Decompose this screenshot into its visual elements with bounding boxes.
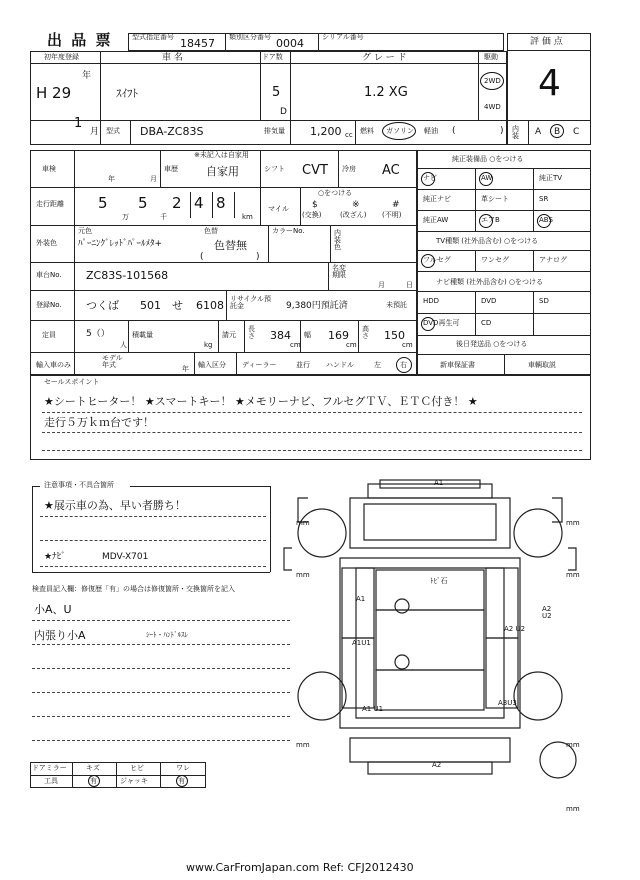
hgt-label: 高さ (362, 325, 369, 340)
notes-line-4b: ｼｰﾄ・ﾊﾝﾄﾞﾙｽﾚ (146, 631, 188, 639)
load-label: 積載量 (132, 331, 153, 339)
disp-value: 1,200 (310, 125, 342, 138)
int-color-label: 内装色 (334, 229, 341, 251)
mile-label: マイル (268, 205, 289, 213)
doors-label: ドア数 (262, 53, 283, 61)
model-value: ｽｲﾌﾄ (116, 87, 138, 100)
cap-value: 5（） (86, 329, 110, 339)
name-change-day: 日 (406, 281, 413, 289)
handle-right: 右 (400, 361, 407, 369)
marker-label: ○をつける (318, 189, 353, 197)
color-change-value: 色替無 (214, 239, 247, 252)
recycle-value: 9,380円預託済 (286, 301, 348, 311)
door-type: D (280, 107, 287, 117)
diag-roof: ﾄﾋﾞ石 (430, 577, 448, 585)
color-label: 外装色 (36, 239, 57, 247)
mileage-digit: 2 (172, 194, 182, 212)
docs-title: 後日発送品 ○をつける (456, 340, 528, 348)
sheet-title: 出 品 票 (47, 31, 113, 49)
first-reg-month: 1 (74, 116, 83, 131)
equip-title: 純正装備品 ○をつける (452, 155, 524, 163)
grade-label: 評 価 点 (530, 37, 563, 47)
diag-a1-top: A1 (434, 479, 444, 487)
name-change-month: 月 (378, 281, 385, 289)
legend-hibi: ヒビ (130, 764, 144, 772)
drive-2wd-circle (480, 72, 504, 90)
reg-kana: せ (172, 299, 183, 312)
recycle-label: リサイクル預託金 (230, 295, 272, 310)
notes-line-2b: MDV-X701 (102, 552, 149, 562)
diag-right-a2u2-b: A2 U2 (504, 625, 526, 633)
cap-unit: 人 (120, 341, 127, 349)
katashiki-label: 型式指定番号 (132, 33, 174, 41)
usage-note: ※未記入は自家用 (194, 151, 249, 159)
equip-item: 純正TV (539, 174, 563, 182)
len-cm: cm (290, 341, 301, 349)
interior-b-circle (550, 124, 564, 138)
orig-color: ﾊﾟｰﾆﾝｸﾞﾚｯﾄﾞﾊﾟｰﾙﾒﾀ+ (78, 239, 163, 249)
equip-item: フルセグ (423, 256, 451, 264)
color-change-label: 色替 (204, 227, 218, 235)
hgt-cm: cm (402, 341, 413, 349)
tv-title: TV種類 (社外品含む) ○をつける (436, 237, 539, 245)
ac-label: 冷房 (342, 165, 356, 173)
recycle-unpaid: 未預託 (386, 301, 407, 309)
shaken-month: 月 (150, 175, 157, 183)
len-label: 長さ (248, 325, 255, 340)
grade-col-label: グ レ ー ド (362, 53, 407, 63)
ac-value: AC (382, 163, 400, 178)
shift-label: シフト (264, 165, 285, 173)
legend-jack: ジャッキ (120, 777, 148, 785)
notes-line-3: 小A、U (34, 603, 72, 616)
doors-value: 5 (272, 85, 281, 100)
color-no-label: カラーNo. (272, 227, 305, 235)
katashiki-value: 18457 (180, 37, 215, 50)
hgt-value: 150 (384, 329, 405, 342)
ruibetsu-label: 類別区分番号 (229, 33, 271, 41)
sales-line-1: ★シートヒーター！ ★スマートキー！ ★メモリーナビ、フルセグＴＶ、ＥＴＣ付き！ ★ (44, 395, 478, 408)
legend-jack-yes: 有 (178, 777, 185, 785)
keiyu-label: 軽油 (424, 127, 438, 135)
mileage-sen: 千 (160, 213, 167, 221)
equip-item: ワンセグ (481, 256, 509, 264)
disp-label: 排気量 (264, 127, 285, 135)
diag-left-a1u1: A1U1 (352, 639, 371, 647)
import-label: 輸入車のみ (36, 361, 71, 369)
interior-a: A (535, 127, 542, 137)
equip-item: エアB (481, 216, 500, 224)
reg-num: 6108 (196, 299, 224, 312)
footer-ref: www.CarFromJapan.com Ref: CFJ2012430 (186, 861, 414, 874)
diag-left-a1: A1 (356, 595, 366, 603)
docs-manual: 車輌取説 (528, 361, 556, 369)
docs-warranty: 新車保証書 (440, 361, 475, 369)
tamper-sub: (改ざん) (340, 211, 367, 219)
handle-right-circle (396, 357, 412, 373)
import-parallel: 並行 (296, 361, 310, 369)
len-value: 384 (270, 329, 291, 342)
equip-item: SR (539, 195, 549, 203)
diag-mm-5: mm (296, 741, 310, 749)
first-reg-label: 初年度登録 (44, 53, 79, 61)
notes-line-2a: ★ﾅﾋﾞ (44, 552, 66, 562)
disp-unit: cc (345, 131, 353, 139)
orig-label: 元色 (78, 227, 92, 235)
model-label: 車 名 (162, 53, 183, 63)
name-change-label: 名変期限 (332, 264, 346, 279)
mileage-digit: 8 (216, 194, 226, 212)
import-type-label: 輸入区分 (198, 361, 226, 369)
legend-ware: ワレ (176, 764, 190, 772)
sales-line-2: 走行５万ｋｍ台です！ (44, 416, 154, 429)
equip-item: DVD (481, 297, 497, 305)
interior-c: C (573, 127, 580, 137)
pay-label: 請元 (222, 331, 236, 339)
wid-label: 幅 (304, 331, 311, 339)
notes-line-1: ★展示車の為、早い者勝ち！ (44, 499, 186, 512)
mileage-label: 走行距離 (36, 200, 64, 208)
diag-mm-3: mm (296, 571, 310, 579)
wid-value: 169 (328, 329, 349, 342)
interior-b: B (554, 127, 561, 137)
equip-item: アナログ (539, 256, 567, 264)
fuel-value: ガソリン (386, 127, 414, 135)
shaken-label: 車検 (42, 165, 56, 173)
handle-left: 左 (374, 361, 381, 369)
mileage-man: 万 (122, 213, 129, 221)
chassis-label: 車台No. (36, 271, 62, 279)
type-label: 型式 (106, 127, 120, 135)
equip-item: AW (481, 174, 493, 182)
ruibetsu-value: 0004 (276, 37, 304, 50)
usage-value: 自家用 (206, 165, 239, 178)
mileage-digit: 5 (138, 194, 148, 212)
tamper-mark: ※ (352, 200, 360, 210)
model-year-unit: 年 (182, 365, 189, 373)
drive-2wd: 2WD (484, 77, 501, 85)
handle-label: ハンドル (326, 361, 354, 369)
legend-tools-yes: 有 (90, 777, 97, 785)
diag-mm-6: mm (566, 741, 580, 749)
chassis-value: ZC83S-101568 (86, 269, 169, 282)
equip-item: 革シート (481, 195, 509, 203)
equip-item: ナビ (423, 174, 437, 182)
first-reg-era: H 29 (36, 84, 72, 102)
load-kg: kg (204, 341, 213, 349)
grade-value: 4 (538, 63, 561, 104)
import-dealer: ディーラー (242, 361, 277, 369)
diag-left-a1u1-b: A1 U1 (362, 705, 384, 713)
diag-a2-bottom: A2 (432, 761, 442, 769)
notes-label: 注意事項・不具合箇所 (44, 481, 114, 489)
drive-label: 駆動 (484, 53, 498, 61)
inspector-label: 検査員記入欄：修復歴「有」の場合は修復箇所・交換箇所を記入 (32, 585, 235, 593)
equip-item: 純正ナビ (423, 195, 451, 203)
diag-mm-4: mm (566, 571, 580, 579)
fuel-circle (382, 122, 416, 140)
unknown-sub: (不明) (382, 211, 402, 219)
diag-right-a2: A2 U2 (542, 605, 552, 620)
equip-item: ABS (539, 216, 553, 224)
mileage-digit: 4 (194, 194, 204, 212)
serial-label: シリアル番号 (322, 33, 364, 41)
interior-label: 内装 (512, 125, 519, 140)
legend-kizu: キズ (86, 764, 100, 772)
navi-title: ナビ種類 (社外品含む) ○をつける (436, 278, 544, 286)
swap-mark: $ (312, 200, 318, 210)
diag-mm-2: mm (566, 519, 580, 527)
car-damage-diagram (280, 478, 580, 808)
cap-label: 定員 (42, 331, 56, 339)
reg-class: 501 (140, 299, 161, 312)
equip-item: HDD (423, 297, 440, 305)
equip-item: SD (539, 297, 549, 305)
unknown-mark: # (392, 200, 400, 210)
diag-mm-1: mm (296, 519, 310, 527)
diag-right-a3u3: A3U3 (498, 699, 517, 707)
swap-sub: (交換) (302, 211, 322, 219)
first-reg-month-unit: 月 (90, 127, 100, 137)
sales-label: セールスポイント (44, 378, 100, 386)
usage-label: 車歴 (164, 165, 178, 173)
equip-item: CD (481, 319, 492, 327)
fuel-label: 燃料 (360, 127, 374, 135)
wid-cm: cm (346, 341, 357, 349)
model-year-label: モデル年式 (102, 354, 123, 369)
type-value: DBA-ZC83S (140, 125, 204, 138)
reg-area: つくば (86, 299, 119, 312)
legend-tools: 工具 (44, 777, 58, 785)
first-reg-year-unit: 年 (82, 71, 92, 81)
shaken-year: 年 (108, 175, 115, 183)
reg-label: 登録No. (36, 301, 62, 309)
grade-name: 1.2 XG (364, 85, 408, 100)
mileage-km: km (242, 213, 253, 221)
diag-mm-7: mm (566, 805, 580, 813)
shift-value: CVT (302, 163, 328, 178)
mileage-digit: 5 (98, 194, 108, 212)
drive-4wd: 4WD (484, 103, 501, 111)
legend-mirror: ドアミラー (32, 764, 67, 772)
equip-item: 純正AW (423, 216, 449, 224)
notes-line-4a: 内張り小A (34, 629, 86, 642)
equip-item: DVD再生可 (423, 319, 460, 327)
